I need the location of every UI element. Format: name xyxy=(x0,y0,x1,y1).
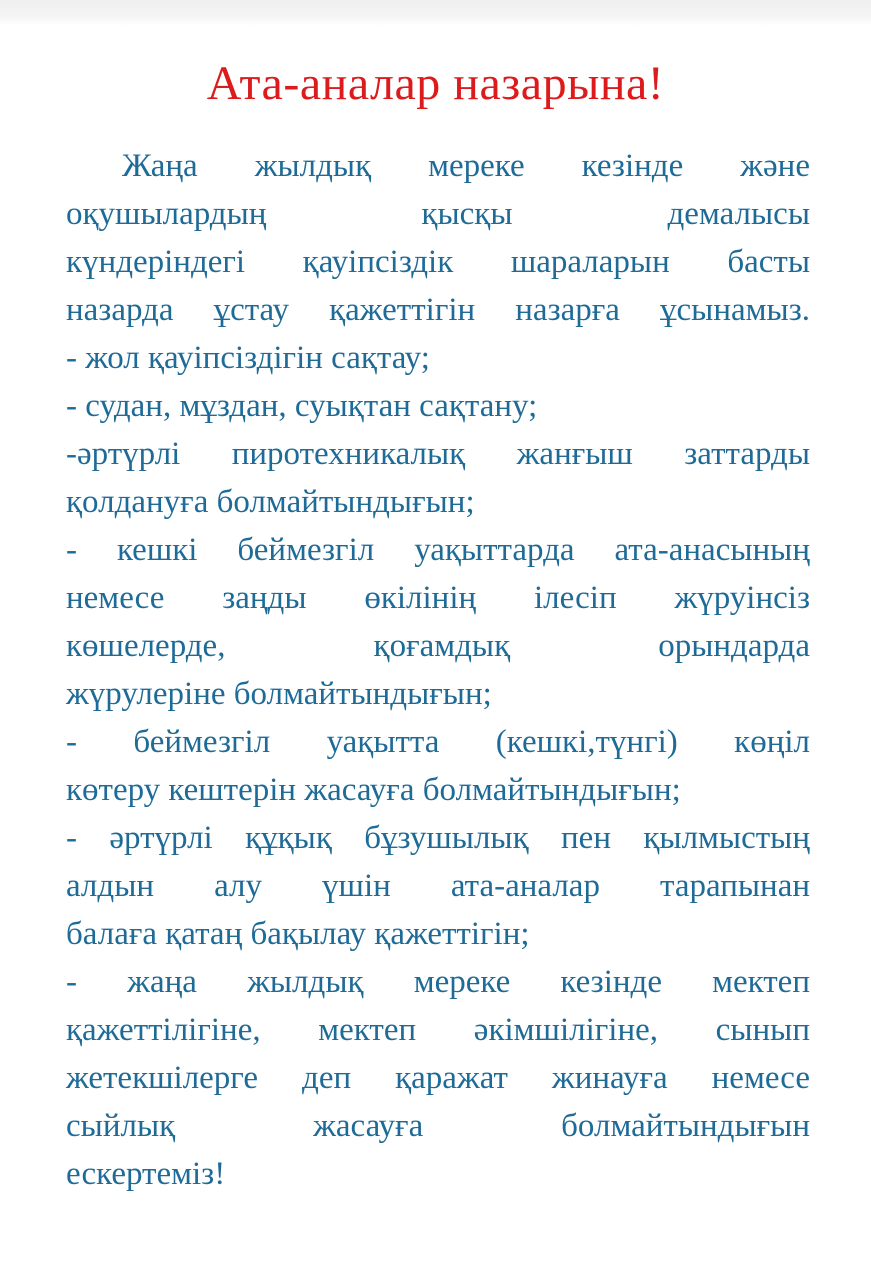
notice-line: алдын алу үшін ата-аналар тарапынан xyxy=(66,868,810,904)
notice-list-item: - кешкі беймезгіл уақыттарда ата-анасының xyxy=(66,532,810,568)
notice-title: Ата-аналар назарына! xyxy=(206,57,665,110)
notice-list-item: - әртүрлі құқық бұзушылық пен қылмыстың xyxy=(66,820,810,856)
notice-list-item: - жаңа жылдық мереке кезінде мектеп xyxy=(66,964,810,1000)
notice-list-item: -әртүрлі пиротехникалық жанғыш заттарды xyxy=(66,436,810,472)
notice-list-item: - жол қауіпсіздігін сақтау; xyxy=(66,340,430,376)
notice-line: жүрулеріне болмайтындығын; xyxy=(66,676,492,712)
notice-list-item: - беймезгіл уақытта (кешкі,түнгі) көңіл xyxy=(66,724,810,760)
notice-line: немесе заңды өкілінің ілесіп жүруінсіз xyxy=(66,580,810,616)
notice-line: оқушылардың қысқы демалысы xyxy=(66,196,810,232)
notice-line: қолдануға болмайтындығын; xyxy=(66,484,475,520)
notice-line: күндеріндегі қауіпсіздік шараларын басты xyxy=(66,244,810,280)
notice-line: жетекшілерге деп қаражат жинауға немесе xyxy=(66,1060,810,1096)
notice-line: Жаңа жылдық мереке кезінде және xyxy=(122,148,810,184)
notice-list-item: - судан, мұздан, суықтан сақтану; xyxy=(66,388,538,424)
notice-line: ескертеміз! xyxy=(66,1156,226,1192)
notice-line: көтеру кештерін жасауға болмайтындығын; xyxy=(66,772,681,808)
notice-line: қажеттілігіне, мектеп әкімшілігіне, сынып xyxy=(66,1012,810,1048)
notice-line: көшелерде, қоғамдық орындарда xyxy=(66,628,810,664)
notice-line: назарда ұстау қажеттігін назарға ұсынамыз. xyxy=(66,292,810,328)
notice-line: балаға қатаң бақылау қажеттігін; xyxy=(66,916,530,952)
notice-line: сыйлық жасауға болмайтындығын xyxy=(66,1108,810,1144)
notice-body xyxy=(66,142,810,1198)
